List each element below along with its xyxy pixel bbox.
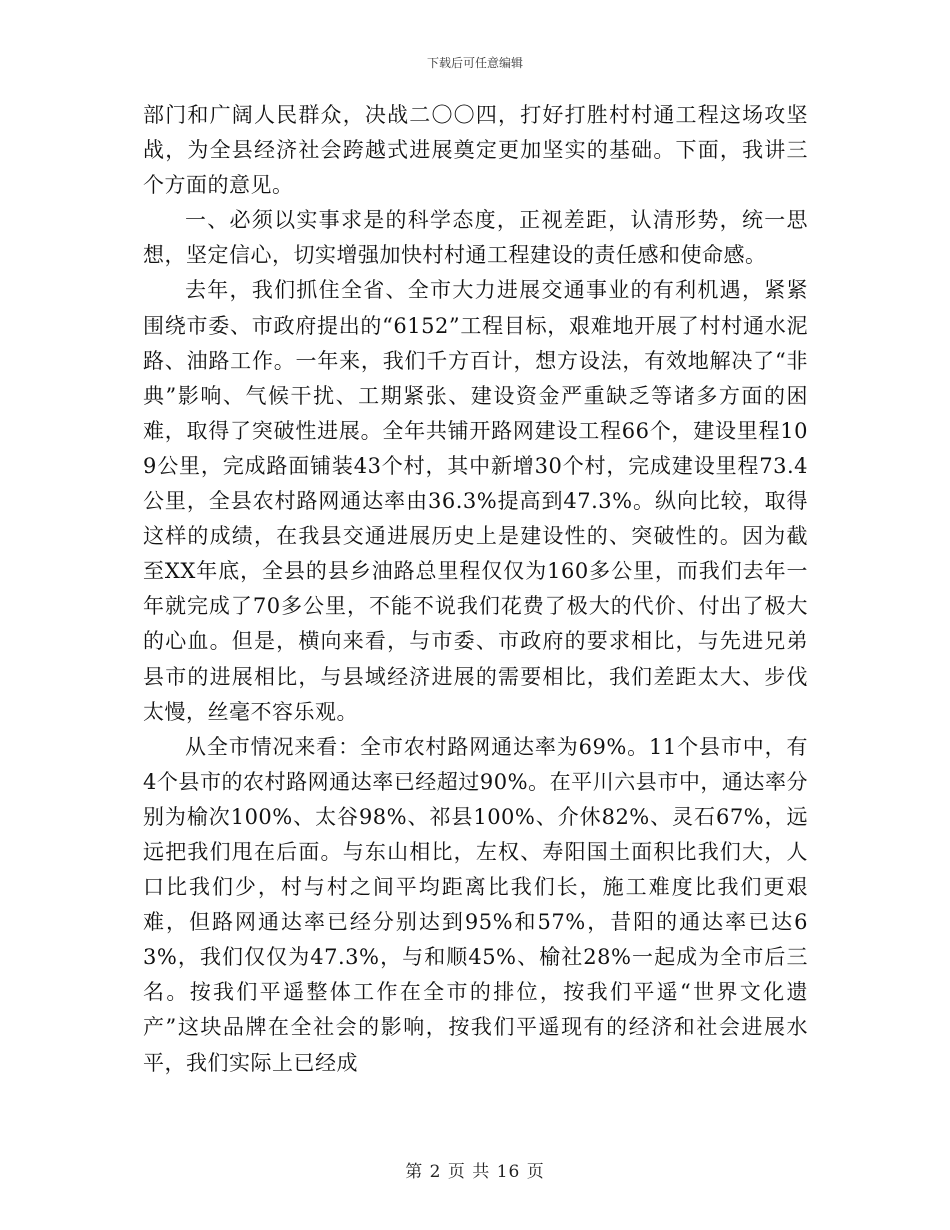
paragraph: 部门和广阔人民群众，决战二〇〇四，打好打胜村村通工程这场攻坚战，为全县经济社会跨越式进展奠定更加坚实的基础。下面，我讲三个方面的意见。 <box>143 103 808 198</box>
paragraph: 一、必须以实事求是的科学态度，正视差距，认清形势，统一思想，坚定信心，切实增强加快村村通工程建设的责任感和使命感。 <box>143 208 808 268</box>
paragraph: 从全市情况来看：全市农村路网通达率为69%。11个县市中，有4个县市的农村路网通达率已经超过90%。在平川六县市中，通达率分别为榆次100%、太谷98%、祁县100%、介休82%、灵石67%，远远把我们甩在后面。与东山相比，左权、寿阳国土面积比我们大，人口比我们少，村与村之间平均距离比我们长，施工难度比我们更艰难，但路网通达率已经分别达到95%和57%，昔阳的通达率已达63%，我们仅仅为47.3%，与和顺45%、榆社28%一起成为全市后三名。按我们平遥整体工作在全市的排位，按我们平遥“世界文化遗产”这块品牌在全社会的影响，按我们平遥现有的经济和社会进展水平，我们实际上已经成 <box>143 734 808 1075</box>
paragraph: 去年，我们抓住全省、全市大力进展交通事业的有利机遇，紧紧围绕市委、市政府提出的“6152”工程目标，艰难地开展了村村通水泥路、油路工作。一年来，我们千方百计，想方设法，有效地解决了“非典”影响、气候干扰、工期紧张、建设资金严重缺乏等诸多方面的困难，取得了突破性进展。全年共铺开路网建设工程66个，建设里程109公里，完成路面铺装43个村，其中新增30个村，完成建设里程73.4公里，全县农村路网通达率由36.3%提高到47.3%。纵向比较，取得这样的成绩，在我县交通进展历史上是建设性的、突破性的。因为截至XX年底，全县的县乡油路总里程仅仅为160多公里，而我们去年一年就完成了70多公里，不能不说我们花费了极大的代价、付出了极大的心血。但是，横向来看，与市委、市政府的要求相比，与先进兄弟县市的进展相比，与县域经济进展的需要相比，我们差距太大、步伐太慢，丝毫不容乐观。 <box>143 278 808 724</box>
header-note: 下载后可任意编辑 <box>426 56 523 70</box>
document-body <box>143 98 808 1081</box>
page-number: 第 2 页 共 16 页 <box>405 1162 545 1182</box>
